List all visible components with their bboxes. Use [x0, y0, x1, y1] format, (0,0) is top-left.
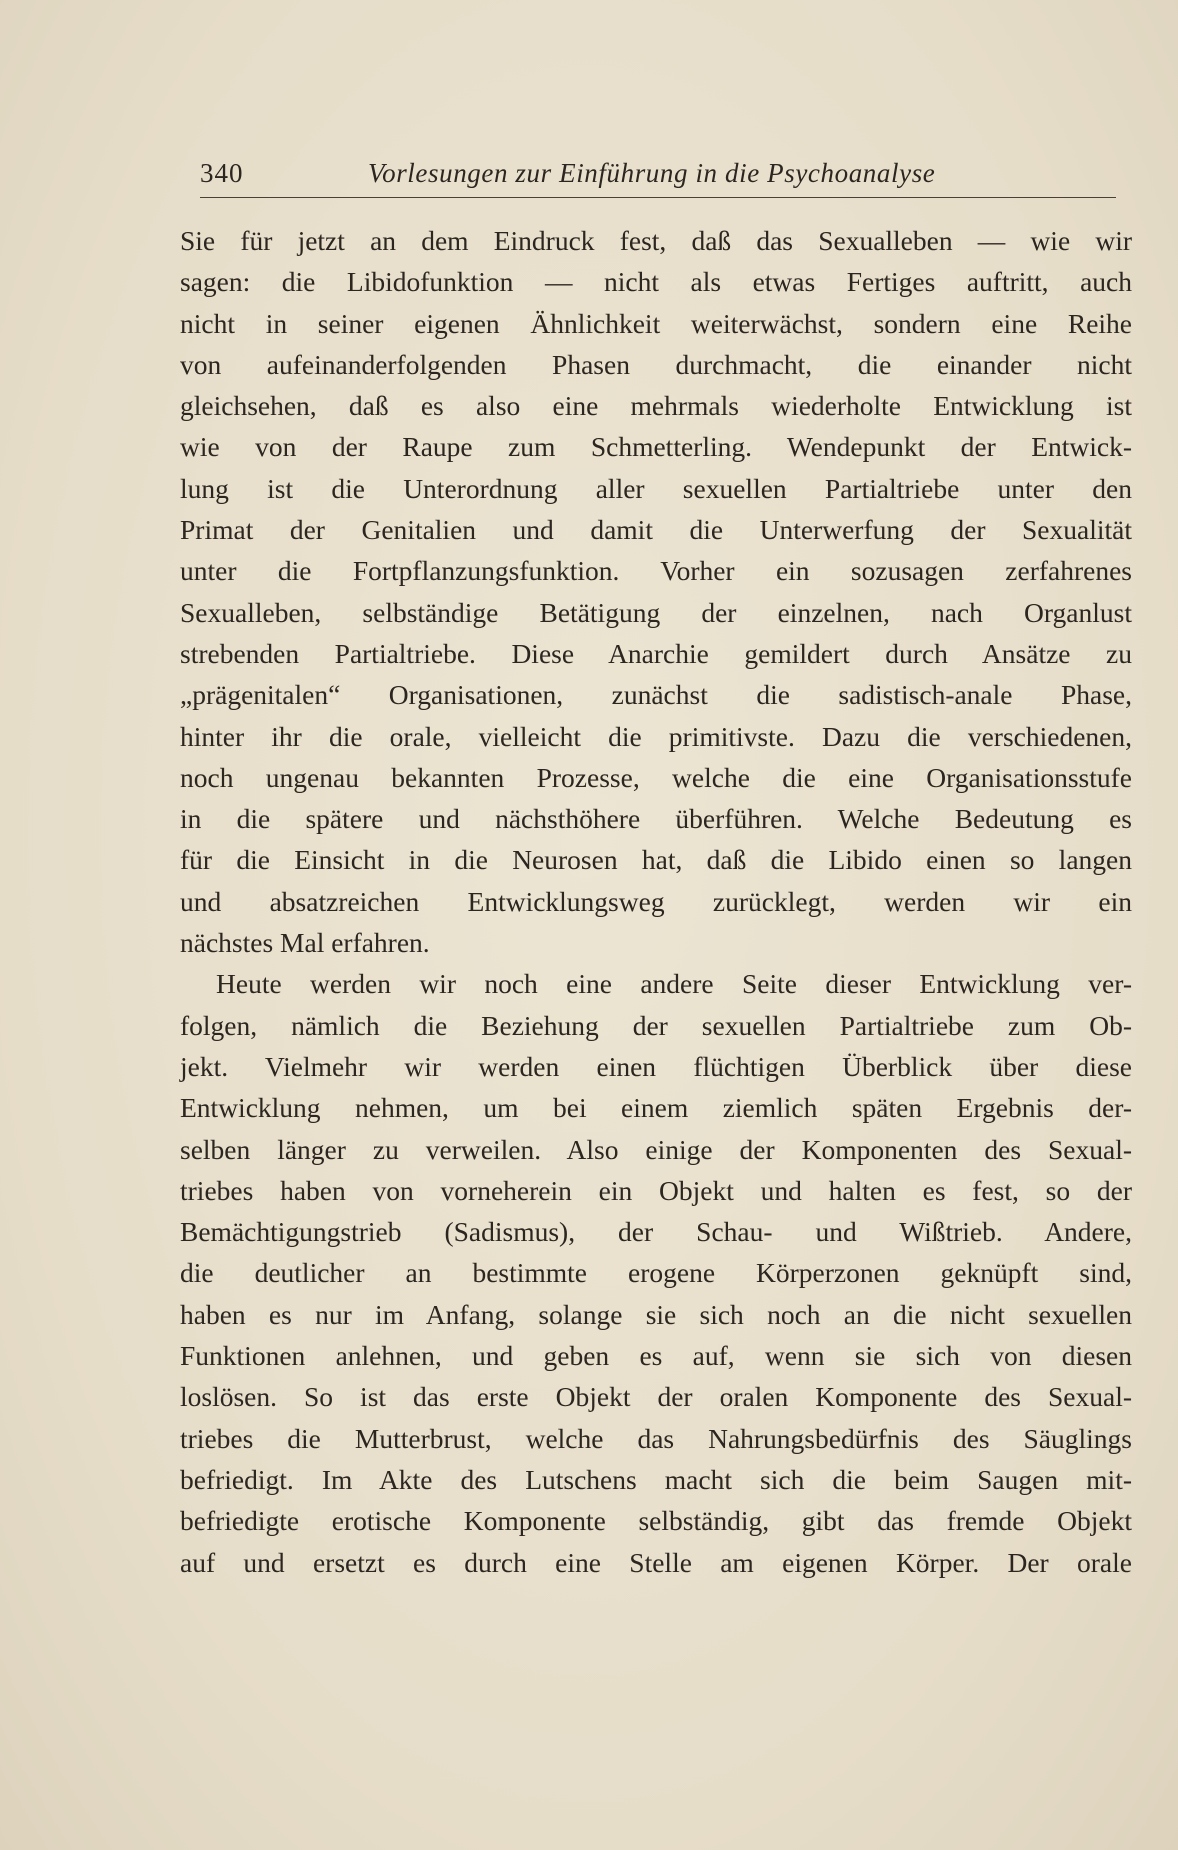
text-line: befriedigte erotische Komponente selbständig, gibt das fremde Objekt: [180, 1505, 1132, 1537]
text-line: gleichsehen, daß es also eine mehrmals wiederholte Entwicklung ist: [180, 390, 1132, 422]
text-line: nächstes Mal erfahren.: [180, 927, 430, 959]
text-line: triebes die Mutterbrust, welche das Nahrungsbedürfnis des Säuglings: [180, 1422, 1132, 1454]
page-header: [200, 158, 1116, 198]
text-line: Sie für jetzt an dem Eindruck fest, daß das Sexualleben — wie wir: [180, 225, 1132, 256]
text-line: folgen, nämlich die Beziehung der sexuellen Partialtriebe zum Ob-: [180, 1009, 1132, 1041]
page-number: 340: [200, 158, 244, 188]
text-line: loslösen. So ist das erste Objekt der oralen Komponente des Sexual-: [180, 1381, 1132, 1413]
body-text: [180, 220, 1132, 1583]
text-line: in die spätere und nächsthöhere überführen. Welche Bedeutung es: [180, 803, 1132, 835]
text-line: befriedigt. Im Akte des Lutschens macht sich die beim Saugen mit-: [180, 1463, 1132, 1495]
text-line: lung ist die Unterordnung aller sexuellen Partialtriebe unter den: [180, 472, 1132, 504]
text-line: selben länger zu verweilen. Also einige der Komponenten des Sexual-: [180, 1133, 1132, 1165]
header-rule: [200, 197, 1116, 198]
text-line: noch ungenau bekannten Prozesse, welche die eine Organisationsstufe: [180, 761, 1132, 793]
text-line: jekt. Vielmehr wir werden einen flüchtigen Überblick über diese: [180, 1050, 1132, 1082]
text-line: Funktionen anlehnen, und geben es auf, wenn sie sich von diesen: [180, 1340, 1132, 1372]
text-line: Bemächtigungstrieb (Sadismus), der Schau- und Wißtrieb. Andere,: [180, 1216, 1132, 1248]
text-line: nicht in seiner eigenen Ähnlichkeit weiterwächst, sondern eine Reihe: [180, 307, 1132, 339]
text-line: haben es nur im Anfang, solange sie sich noch an die nicht sexuellen: [180, 1298, 1132, 1330]
text-line: sagen: die Libidofunktion — nicht als etwas Fertiges auftritt, auch: [180, 266, 1132, 298]
text-line: Entwicklung nehmen, um bei einem ziemlich späten Ergebnis der-: [180, 1092, 1132, 1124]
paragraph-first-line: Heute werden wir noch eine andere Seite dieser Entwicklung ver-: [216, 968, 1132, 1000]
text-line: hinter ihr die orale, vielleicht die primitivste. Dazu die verschiedenen,: [180, 720, 1132, 752]
text-line: „prägenitalen“ Organisationen, zunächst die sadistisch-anale Phase,: [180, 679, 1132, 711]
text-line: strebenden Partialtriebe. Diese Anarchie gemildert durch Ansätze zu: [180, 637, 1132, 669]
text-line: auf und ersetzt es durch eine Stelle am eigenen Körper. Der orale: [180, 1546, 1132, 1578]
text-line: wie von der Raupe zum Schmetterling. Wendepunkt der Entwick-: [180, 431, 1132, 463]
text-line: Primat der Genitalien und damit die Unterwerfung der Sexualität: [180, 514, 1132, 546]
text-line: Sexualleben, selbständige Betätigung der einzelnen, nach Organlust: [180, 596, 1132, 628]
text-line: und absatzreichen Entwicklungsweg zurücklegt, werden wir ein: [180, 885, 1132, 917]
text-line: unter die Fortpflanzungsfunktion. Vorher ein sozusagen zerfahrenes: [180, 555, 1132, 587]
text-line: triebes haben von vorneherein ein Objekt und halten es fest, so der: [180, 1174, 1132, 1206]
text-line: von aufeinanderfolgenden Phasen durchmacht, die einander nicht: [180, 348, 1132, 380]
running-title: Vorlesungen zur Einführung in die Psychoanalyse: [368, 158, 936, 188]
text-line: die deutlicher an bestimmte erogene Körperzonen geknüpft sind,: [180, 1257, 1132, 1289]
text-line: für die Einsicht in die Neurosen hat, daß die Libido einen so langen: [180, 844, 1132, 876]
